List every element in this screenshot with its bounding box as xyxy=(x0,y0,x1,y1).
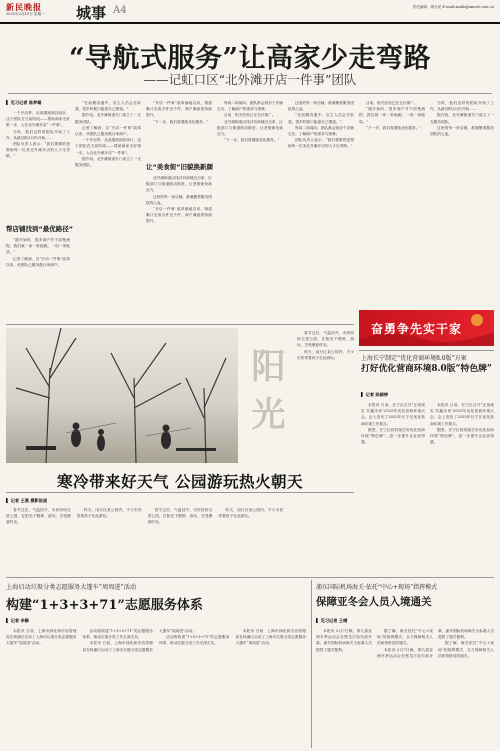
divider xyxy=(8,93,492,94)
lead-paragraph: “开店一件事”改革落地以来，街道累计完成办件近千件，商户满意度持续提升。 xyxy=(146,207,212,224)
photo-paragraph: 昨天，闵行区某公园内，不少市民带着孩子在此游玩。 xyxy=(218,508,284,519)
lead-subtitle: ——记虹口区“北外滩开店一件事”团队 xyxy=(143,72,357,87)
lead-paragraph: 当时，他们这样的团队开始了工作，从最初的2月份开始…… xyxy=(6,129,70,140)
divider xyxy=(6,577,494,578)
lead-paragraph: “在前期沟通中，店主人员会告诉我，很多时候只能靠自己摸索。” xyxy=(75,101,141,112)
lead-paragraph: 当时，他们这样的团队开始了工作，从最初的2月份开始…… xyxy=(430,101,494,112)
story4-paragraph: 本报讯 2月7日晚，第九届亚洲冬季运动会在黑龙江哈尔滨开幕，浦东国际机场海关为参赛人员提供了通关便利。 xyxy=(377,629,494,658)
lead-paragraph: 记者了解到，自“开店一件事”改革以来，该团队已服务数百家商户。 xyxy=(6,256,70,267)
lead-column-6 xyxy=(359,100,425,308)
lead-paragraph: 据介绍，北外滩街道专门成立了一支服务团队。 xyxy=(430,113,494,124)
lead-column-2 xyxy=(75,100,141,318)
story3-body xyxy=(6,628,306,748)
story3-paragraph: 本报讯 日前，上海市绿化和市容管理局在杨浦区启动了上海市垃圾分类志愿服务大篷车“周周进”活动。 xyxy=(82,629,196,652)
lead-paragraph: 一个开店梦，从高端到到初设计，这个团队在当前阶段——帮助商家走好第一步，人在北外滩开店“一件事”。 xyxy=(6,111,70,128)
lead-paragraph: “下一步，我们将继续优化服务。” xyxy=(153,119,209,124)
lead-paragraph: “开店一件事”改革落地以来，街道累计完成办件近千件，商户满意度持续提升。 xyxy=(146,101,212,118)
lead-byline: ▌ 见习记者 陈梦璐 xyxy=(6,100,42,105)
photo-body xyxy=(6,507,354,573)
masthead-rule xyxy=(0,22,500,24)
story2-paragraph: 据悉，长宁区将持续打好优化营商环境“特色牌”，进一步提升企业获得感。 xyxy=(430,427,494,445)
lead-paragraph: “刚开始时，很多商户并不清楚流程，我们就一家一家地跑，一项一项地讲。” xyxy=(6,238,70,255)
lead-paragraph: 北外滩街道沿线共有商铺近百家，区级部门与街道联动推进，让老街焕发新活力。 xyxy=(146,176,212,193)
story2-paragraph: 据悉，长宁区将持续打好优化营商环境“特色牌”，进一步提升企业获得感。 xyxy=(361,427,425,445)
photo-caption xyxy=(297,330,354,460)
story4-kicker: 浦东国际机场海关·依托“中心+现场”指挥模式 xyxy=(316,584,438,591)
masthead xyxy=(0,0,500,22)
lead-paragraph: 每周二和周四，团队都会到各个店铺走访，了解商户的需求与困难。 xyxy=(288,125,354,137)
park-photo xyxy=(6,328,238,463)
lead-paragraph: 团队负责人表示：“我们要做的是帮助每一位来北外滩开店的人少走弯路。” xyxy=(6,142,70,159)
story2-body xyxy=(361,402,494,572)
lead-paragraph: 这里的每一家店铺，都凝聚着服务团队的心血。 xyxy=(430,125,494,137)
story4-paragraph: 据了解，海关依托“中心+现场”的指挥模式，全力保障相关人员和物资高效通关。 xyxy=(438,641,494,658)
photo-title: 寒冷带来好天气 公园游玩热火朝天 xyxy=(57,472,303,491)
lead-paragraph: 目前，相关经验已在全区推广。 xyxy=(366,101,418,105)
caption-paragraph: 春节过后，气温回升，市民纷纷走进公园，在阳光下锻炼、游玩，享受惬意时光。 xyxy=(297,331,354,348)
story4-title: 保障亚冬会人员入境通关 xyxy=(316,596,432,608)
story3-title: 构建“1+3+3+71”志愿服务体系 xyxy=(6,598,203,613)
lead-column-4 xyxy=(217,100,283,318)
lead-paragraph: 每周二和周四，团队都会到各个店铺走访，了解商户的需求与困难。 xyxy=(217,101,283,112)
story3-paragraph: 本报讯 日前，上海市绿化和市容管理局在杨浦区启动了上海市垃圾分类志愿服务大篷车“周周进”活动。 xyxy=(6,629,77,646)
story3-paragraph: 活动将构建“1+3+3+71”的志愿服务体系，推动垃圾分类工作走深走实。 xyxy=(82,629,153,640)
photo-vertical-title: 阳光 xyxy=(245,348,285,444)
lead-paragraph: 记者了解到，自“开店一件事”改革以来，该团队已服务数百家商户。 xyxy=(75,125,141,137)
editor-line: 责任编辑：胡为民 E-mail:xmhb@xmwb.com.cn xyxy=(412,5,494,9)
story3-paragraph: 本报讯 日前，上海市绿化和市容管理局在杨浦区启动了上海市垃圾分类志愿服务大篷车“周周进”活动。 xyxy=(235,629,306,646)
photo-paragraph: 春节过后，气温回升，市民纷纷走进公园，在阳光下锻炼、游玩，享受惬意时光。 xyxy=(147,508,213,525)
lead-paragraph: 一个开店梦，从高端到到初设计，这个团队在当前阶段——帮助商家走好第一步，人在北外滩开店“一件事”。 xyxy=(75,138,141,155)
lead-paragraph: 据介绍，北外滩街道专门成立了一支服务团队。 xyxy=(75,113,141,124)
lead-paragraph: 这里的每一家店铺，都凝聚着服务团队的心血。 xyxy=(146,194,212,205)
page-number: A4 xyxy=(113,5,127,16)
lead-paragraph: 目前，相关经验已在全区推广。 xyxy=(224,113,276,118)
lead-paragraph: “下一步，我们将继续优化服务。” xyxy=(366,125,422,130)
lead-paragraph: “下一步，我们将继续优化服务。” xyxy=(224,138,280,143)
lead-column-7 xyxy=(430,100,494,308)
lead-column-3b xyxy=(146,175,212,318)
section-head-1: 帮店铺找到“最优路径” xyxy=(6,225,74,233)
lead-column-5 xyxy=(288,100,354,318)
photo-byline: ▌ 记者 王燕 摄影报道 xyxy=(6,498,48,503)
photo-paragraph: 春节过后，气温回升，市民纷纷走进公园，在阳光下锻炼、游玩，享受惬意时光。 xyxy=(6,508,71,525)
newspaper-name: 新民晚报 xyxy=(6,2,42,12)
lead-title: “导航式服务”让高家少走弯路 xyxy=(68,43,432,74)
section-head-2: 让“美食街”旧貌换新颜 xyxy=(146,163,214,171)
lead-paragraph: 这里的每一家店铺，都凝聚着服务团队的心血。 xyxy=(288,101,354,112)
story4-paragraph: 据了解，海关依托“中心+现场”的指挥模式，全力保障相关人员和物资高效通关。 xyxy=(377,629,433,646)
divider xyxy=(359,350,494,351)
divider xyxy=(6,324,354,325)
caption-paragraph: 昨天，闵行区某公园内，不少市民带着孩子在此游玩。 xyxy=(297,349,354,360)
divider xyxy=(6,492,354,493)
lead-paragraph: 据介绍，北外滩街道专门成立了一支服务团队。 xyxy=(75,156,141,168)
lead-paragraph: “刚开始时，很多商户并不清楚流程，我们就一家一家地跑，一项一项地讲。” xyxy=(359,107,425,124)
lead-column-3 xyxy=(146,100,212,160)
banner-text: 奋勇争先实干家 xyxy=(371,322,463,336)
banner-graphic xyxy=(359,310,494,346)
story2-kicker: 上海长宁制定“优化营商环境8.0版”方案 xyxy=(361,355,467,362)
story4-body xyxy=(316,628,494,748)
story4-byline: ▌ 见习记者 王晴 xyxy=(316,618,348,623)
issue-date: 2025年2月10日 星期一 xyxy=(6,12,45,16)
story3-kicker: 上海启动垃圾分类志愿服务大篷车“周周进”活动 xyxy=(6,584,137,591)
story2-paragraph: 本报讯 日前，长宁区召开“正视现实 共赢未来”2025年优化营商环境大会，会上发布了2025年长宁区优化营商环境工作要点。 xyxy=(430,403,494,426)
lead-paragraph: 北外滩街道沿线共有商铺近百家，区级部门与街道联动推进，让老街焕发新活力。 xyxy=(217,119,283,137)
lead-column-1b xyxy=(6,237,70,313)
divider xyxy=(311,580,312,748)
story3-paragraph: 活动将构建“1+3+3+71”的志愿服务体系，推动垃圾分类工作走深走实。 xyxy=(159,635,230,646)
lead-paragraph: 团队负责人表示：“我们要做的是帮助每一位来北外滩开店的人少走弯路。” xyxy=(288,138,354,149)
section-name: 城事 xyxy=(76,4,107,22)
photo-paragraph: 昨天，闵行区某公园内，不少市民带着孩子在此游玩。 xyxy=(76,508,142,519)
lead-paragraph: “在前期沟通中，店主人员会告诉我，很多时候只能靠自己摸索。” xyxy=(288,113,354,124)
story2-byline: ▌ 记者 陈颖婷 xyxy=(361,392,389,397)
story2-paragraph: 本报讯 日前，长宁区召开“正视现实 共赢未来”2025年优化营商环境大会，会上发布了2025年长宁区优化营商环境工作要点。 xyxy=(361,403,425,426)
story3-byline: ▌ 记者 李静 xyxy=(6,618,29,623)
lead-column-1 xyxy=(6,110,70,220)
story2-title: 打好优化营商环境8.0版“特色牌” xyxy=(361,364,492,374)
story4-paragraph: 本报讯 2月7日晚，第九届亚洲冬季运动会在黑龙江哈尔滨开幕，浦东国际机场海关为参赛人员提供了通关便利。 xyxy=(316,629,372,652)
